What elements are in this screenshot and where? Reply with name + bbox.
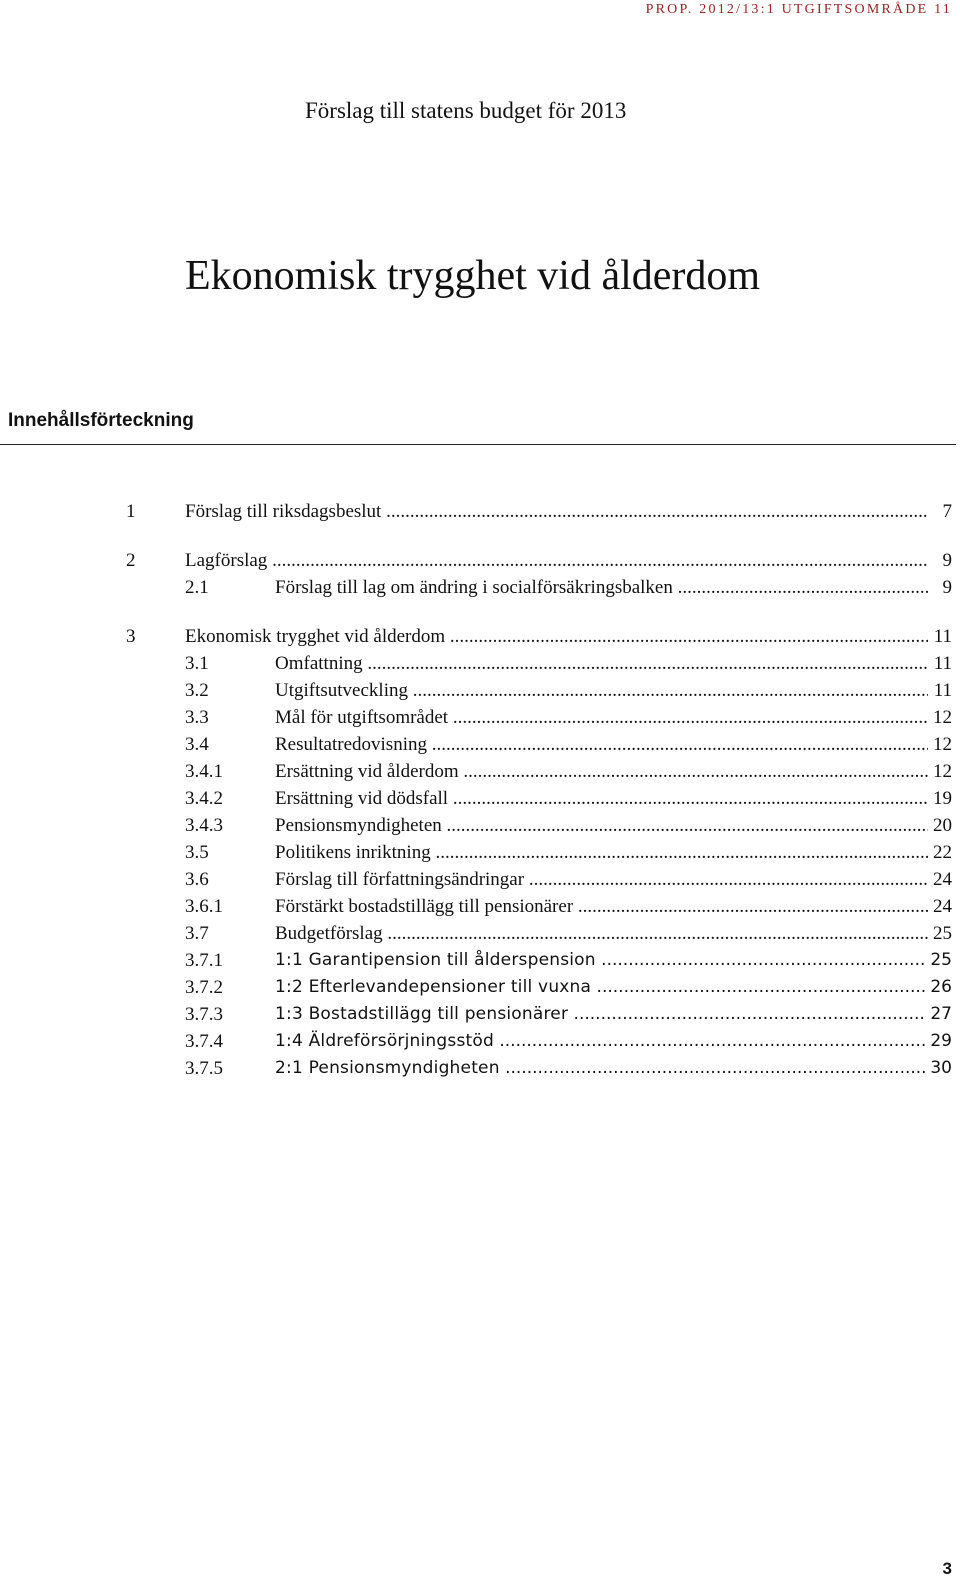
toc-entry-3-7-4[interactable] [0,1028,960,1055]
toc-entry-label: Ersättning vid ålderdom ..... [275,758,928,785]
toc-entry-2[interactable] [0,547,960,574]
toc-entry-page: 12 [929,758,952,785]
toc-entry-label: Förstärkt bostadstillägg till pensionärer ..... [275,893,928,920]
toc-entry-page: 20 [929,812,952,839]
toc-entry-label: Förslag till lag om ändring i socialförsäkringsbalken ..... [275,574,928,601]
toc-entry-number: 1 [126,501,136,522]
toc-entry-page: 29 [926,1028,952,1055]
toc-entry-page: 7 [939,498,953,525]
toc-entry-label: Omfattning ..... [275,650,928,677]
toc-entry-label: Förslag till författningsändringar ..... [275,866,928,893]
toc-entry-3-6-1[interactable] [0,893,960,920]
toc-entry-label: Mål för utgiftsområdet ..... [275,704,928,731]
toc-entry-number: 3.7.2 [185,977,223,998]
toc-entry-label: 2:1 Pensionsmyndigheten ..... [275,1055,928,1082]
toc-entry-label: Lagförslag ..... [185,547,928,574]
toc-entry-3-7-2[interactable] [0,974,960,1001]
toc-entry-number: 3.7.5 [185,1058,223,1079]
toc-entry-number: 3.4.1 [185,761,223,782]
document-subtitle: Förslag till statens budget för 2013 [305,98,627,123]
toc-entry-3-7[interactable] [0,920,960,947]
table-of-contents [0,498,960,1082]
toc-entry-page: 27 [926,1001,952,1028]
toc-entry-3-5[interactable] [0,839,960,866]
page-number: 3 [942,1559,952,1578]
toc-entry-label: Pensionsmyndigheten ..... [275,812,928,839]
toc-entry-page: 25 [926,947,952,974]
toc-entry-label: Utgiftsutveckling ..... [275,677,928,704]
toc-entry-3-6[interactable] [0,866,960,893]
toc-entry-label: 1:1 Garantipension till ålderspension ..... [275,947,928,974]
toc-entry-number: 2.1 [185,577,209,598]
toc-entry-page: 12 [929,731,952,758]
toc-entry-page: 22 [929,839,952,866]
toc-entry-2-1[interactable] [0,574,960,601]
toc-entry-label: 1:3 Bostadstillägg till pensionärer ..... [275,1001,928,1028]
toc-entry-number: 3.4.3 [185,815,223,836]
toc-entry-number: 3.4 [185,734,209,755]
toc-entry-3[interactable] [0,623,960,650]
toc-entry-number: 3.6.1 [185,896,223,917]
toc-entry-page: 11 [930,677,952,704]
toc-entry-page: 24 [929,893,952,920]
toc-entry-page: 9 [939,547,953,574]
toc-entry-3-7-1[interactable] [0,947,960,974]
toc-entry-number: 3.3 [185,707,209,728]
toc-entry-number: 3.2 [185,680,209,701]
toc-entry-3-4[interactable] [0,731,960,758]
toc-entry-page: 25 [929,920,952,947]
toc-entry-number: 3.7.3 [185,1004,223,1025]
toc-entry-page: 26 [926,974,952,1001]
toc-entry-3-4-2[interactable] [0,785,960,812]
toc-entry-3-1[interactable] [0,650,960,677]
toc-entry-number: 3.7 [185,923,209,944]
toc-entry-3-4-3[interactable] [0,812,960,839]
toc-entry-number: 3.6 [185,869,209,890]
toc-entry-label: Ersättning vid dödsfall ..... [275,785,928,812]
toc-entry-3-7-5[interactable] [0,1055,960,1082]
toc-entry-number: 3.7.4 [185,1031,223,1052]
toc-entry-3-3[interactable] [0,704,960,731]
toc-entry-3-2[interactable] [0,677,960,704]
toc-entry-3-4-1[interactable] [0,758,960,785]
toc-entry-label: Ekonomisk trygghet vid ålderdom ..... [185,623,928,650]
toc-entry-label: Budgetförslag ..... [275,920,928,947]
toc-entry-page: 11 [930,650,952,677]
toc-entry-label: Politikens inriktning ..... [275,839,928,866]
toc-entry-page: 9 [939,574,953,601]
toc-heading: Innehållsförteckning [8,410,194,431]
toc-entry-3-7-3[interactable] [0,1001,960,1028]
toc-entry-label: Resultatredovisning ..... [275,731,928,758]
toc-entry-page: 11 [930,623,952,650]
toc-entry-label: 1:4 Äldreförsörjningsstöd ..... [275,1028,928,1055]
toc-entry-number: 3 [126,626,136,647]
toc-entry-label: Förslag till riksdagsbeslut ..... [185,498,928,525]
running-header: PROP. 2012/13:1 UTGIFTSOMRÅDE 11 [645,2,952,17]
toc-entry-1[interactable] [0,498,960,525]
toc-entry-page: 19 [929,785,952,812]
toc-entry-number: 3.7.1 [185,950,223,971]
toc-divider [0,444,956,445]
toc-entry-page: 30 [926,1055,952,1082]
toc-entry-number: 2 [126,550,136,571]
toc-entry-number: 3.5 [185,842,209,863]
document-title: Ekonomisk trygghet vid ålderdom [185,253,761,299]
toc-entry-label: 1:2 Efterlevandepensioner till vuxna ..... [275,974,928,1001]
toc-entry-page: 24 [929,866,952,893]
toc-entry-number: 3.4.2 [185,788,223,809]
toc-entry-number: 3.1 [185,653,209,674]
toc-entry-page: 12 [929,704,952,731]
